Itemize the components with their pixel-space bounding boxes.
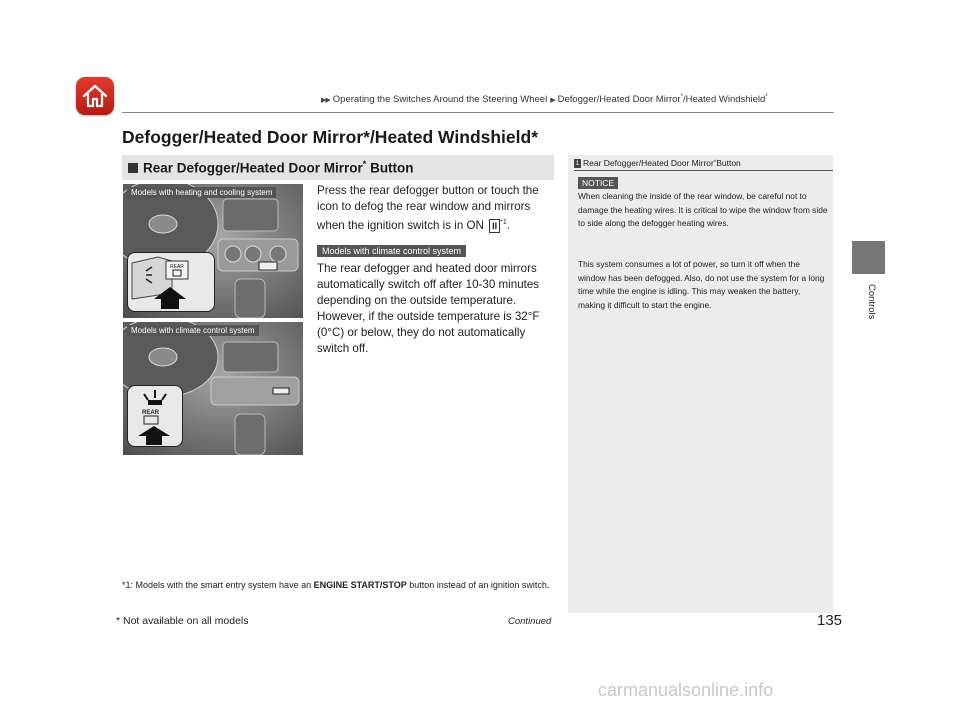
house-glyph xyxy=(82,84,108,108)
section-title: Rear Defogger/Heated Door Mirror* Button xyxy=(143,159,414,176)
rear-button-inset xyxy=(127,385,183,447)
note-number-badge: 1 xyxy=(575,159,580,167)
note-title: 1 Rear Defogger/Heated Door Mirror * Button xyxy=(575,158,741,168)
chapter-tab-label[interactable]: Controls xyxy=(866,284,877,320)
dashboard-photo-heating-cooling xyxy=(123,184,303,318)
footnote-ref[interactable]: *1 xyxy=(500,219,507,226)
breadcrumb-arrow-icon: ▶ xyxy=(550,96,555,104)
model-label-heating-cooling: Models with heating and cooling system xyxy=(127,187,276,198)
breadcrumb-current: Defogger/Heated Door Mirror*/Heated Windshield* xyxy=(557,94,768,106)
watermark: carmanualsonline.info xyxy=(598,680,774,700)
auto-off-paragraph: The rear defogger and heated door mirrors automatically switch off after 10-30 minutes depending on the outside temperature. However, if the outside temperature is 32°F (0°C) or below, they do not automatically switch off. xyxy=(317,262,540,355)
rear-button-inset xyxy=(127,252,215,312)
home-icon[interactable] xyxy=(76,77,114,115)
ignition-on-symbol: II xyxy=(489,219,500,233)
section-header xyxy=(122,155,554,180)
side-note-panel xyxy=(568,155,833,613)
page-number: 135 xyxy=(817,612,843,629)
breadcrumb xyxy=(318,94,768,105)
section-square-icon xyxy=(128,163,138,173)
note-divider xyxy=(574,170,833,171)
header-divider xyxy=(122,112,834,113)
notice-text: When cleaning the inside of the rear window, be careful not to damage the heating wires. It is critical to wipe the window from side to side along the defogger heating wires. xyxy=(578,191,828,229)
page-title: Defogger/Heated Door Mirror*/Heated Windshield* xyxy=(122,127,539,147)
availability-note: * Not available on all models xyxy=(116,615,249,627)
power-consumption-text: This system consumes a lot of power, so turn it off when the window has been defogged. Also, do not use the system for a long time while the engine is idling. This may weaken the battery, making it difficult to start the engine. xyxy=(578,259,825,310)
rear-defogger-touch-icon xyxy=(128,386,182,446)
continued-label: Continued xyxy=(508,616,552,627)
rear-defogger-button-icon xyxy=(128,253,214,311)
notice-badge: NOTICE xyxy=(578,177,618,189)
rear-button-label: REAR xyxy=(170,264,184,270)
footnote: *1: Models with the smart entry system have an ENGINE START/STOP button instead of an ignition switch. xyxy=(122,580,550,590)
breadcrumb-link-switches[interactable]: Operating the Switches Around the Steering Wheel xyxy=(332,94,548,106)
model-tag-climate-control: Models with climate control system xyxy=(317,245,466,257)
chapter-tab-marker[interactable] xyxy=(852,241,885,274)
breadcrumb-arrow-icon: ▶▶ xyxy=(321,96,330,104)
instruction-paragraph: Press the rear defogger button or touch the icon to defog the rear window and mirrors when the ignition switch is in ON II $^{*1}$. xyxy=(317,184,539,232)
rear-button-label: REAR xyxy=(142,410,160,416)
dashboard-photo-climate-control xyxy=(123,322,303,455)
model-label-climate-control: Models with climate control system xyxy=(127,325,259,336)
